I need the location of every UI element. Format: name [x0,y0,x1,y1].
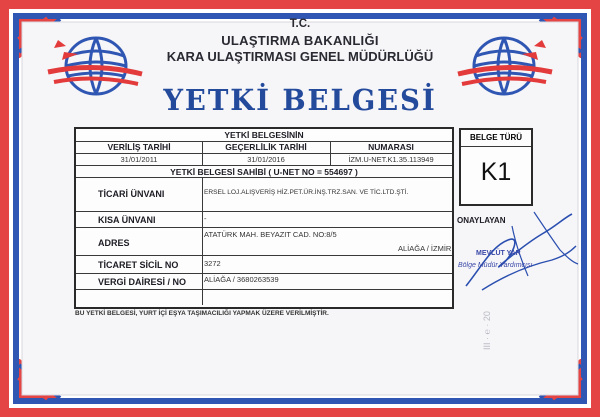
certificate-table [74,127,454,309]
column-number: NUMARASI [368,142,414,152]
trade-name-label: TİCARİ ÜNVANI [98,189,165,199]
tax-office-value: ALİAĞA / 3680263539 [204,275,279,284]
svg-text:III · ℮ · 20: III · ℮ · 20 [482,311,492,350]
trade-registry-label: TİCARET SİCİL NO [98,260,179,270]
stamp-name: MEVLÜT YAR [476,250,521,257]
ministry-name: ULAŞTIRMA BAKANLIĞI [221,33,379,48]
seal-stamp-icon [480,300,520,360]
approver-label: ONAYLAYAN [457,216,506,225]
address-value: ATATÜRK MAH. BEYAZIT CAD. NO:8/5 [204,230,337,239]
certificate-type-value: K1 [480,158,512,186]
footnote: BU YETKİ BELGESİ, YURT İÇİ EŞYA TAŞIMACILIĞI YAPMAK ÜZERE VERİLMİŞTİR. [75,310,329,317]
tax-office-label: VERGİ DAİRESİ / NO [98,277,187,287]
directorate-name: KARA ULAŞTIRMASI GENEL MÜDÜRLÜĞÜ [166,49,434,64]
column-validity-date: GEÇERLİLİK TARİHİ [225,142,307,152]
stamp-title: Bölge Müdür Yardımcısı [458,262,533,269]
holder-title: YETKİ BELGESİ SAHİBİ ( U-NET NO = 554697 ) [170,167,358,177]
address-label: ADRES [98,238,130,248]
certificate-type-box [459,128,533,206]
short-name-label: KISA ÜNVANI [98,215,156,225]
column-issue-date: VERİLİŞ TARİHİ [107,142,171,152]
republic-label: T.C. [289,18,311,30]
certificate-number-value: İZM.U-NET.K1.35.113949 [348,155,434,164]
trade-name-value: ERSEL LOJ.ALIŞVERİŞ HİZ.PET.ÜR.İNŞ.TRZ.SAN. VE TİC.LTD.ŞTİ. [204,189,409,196]
document-title: YETKİ BELGESİ [163,83,437,117]
address-city-value: ALİAĞA / İZMİR [398,244,452,253]
trade-registry-value: 3272 [204,259,221,268]
certificate-type-label: BELGE TÜRÜ [470,133,522,142]
validity-date-value: 31/01/2016 [247,155,285,164]
issue-date-value: 31/01/2011 [120,155,158,164]
section-title: YETKİ BELGESİNİN [224,130,304,140]
short-name-value: - [204,214,207,223]
